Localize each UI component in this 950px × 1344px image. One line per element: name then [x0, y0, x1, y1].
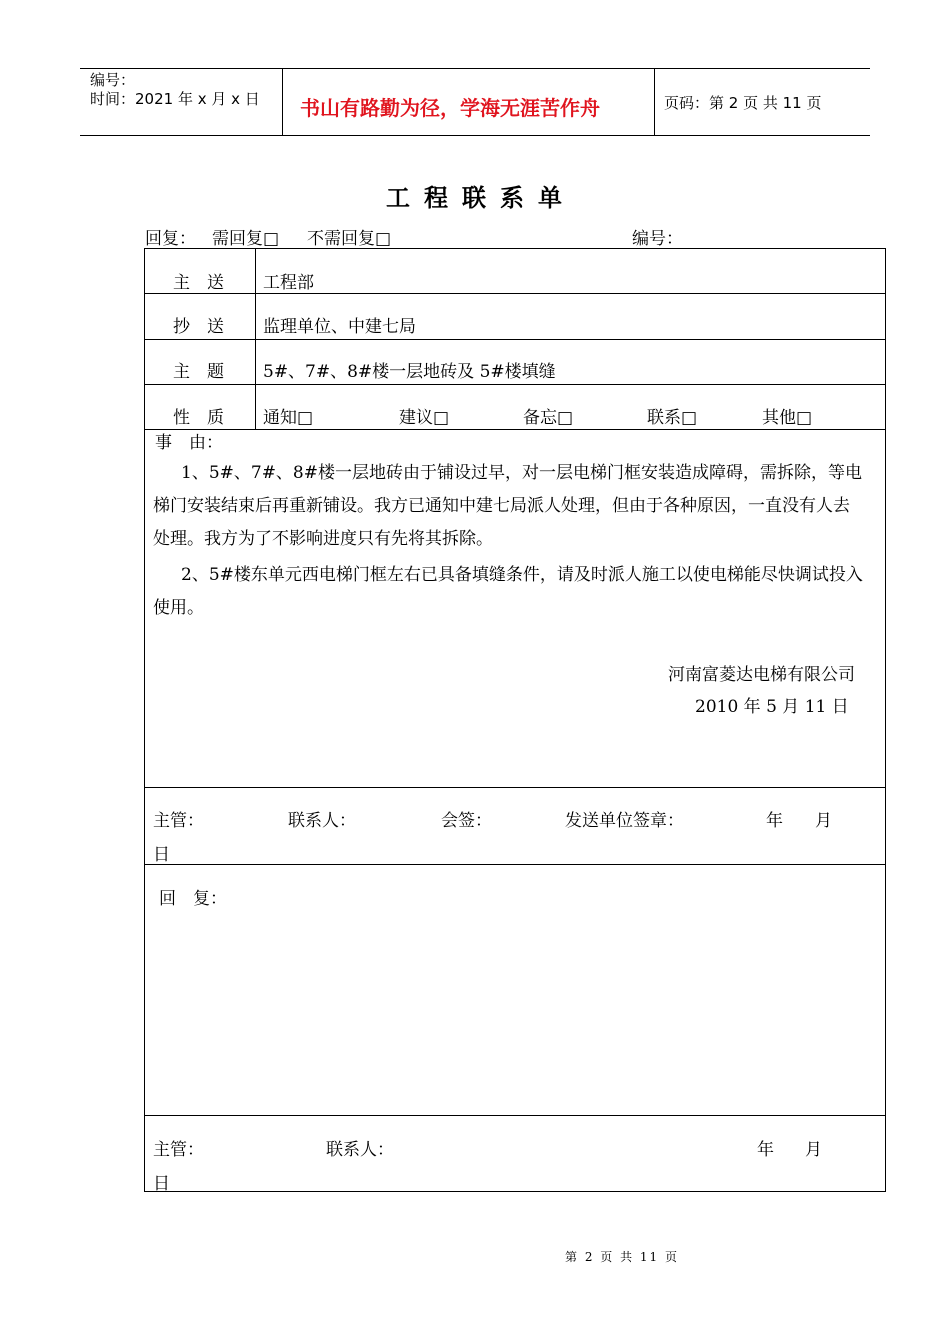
contact-form-table [144, 248, 886, 1192]
no-reply-checkbox[interactable]: 不需回复□ [307, 229, 392, 249]
issue-date: 2010 年 5 月 11 日 [695, 697, 849, 717]
sign1-seal-label: 发送单位签章： [565, 811, 684, 831]
sign2-contact-label: 联系人： [326, 1140, 394, 1160]
row-value-main-recipient: 工程部 [263, 273, 314, 293]
reply-number-label: 编号： [632, 229, 683, 249]
label-column-divider [255, 249, 256, 429]
nature-option-memo[interactable]: 备忘□ [523, 408, 574, 428]
matter-paragraph-1: 1、5#、7#、8#楼一层地砖由于铺设过早，对一层电梯门框安装造成障碍，需拆除，等电梯门安装结束后再重新铺设。我方已通知中建七局派人处理，但由于各种原因，一直没有人去处理。我方为了不影响进度只有先将其拆除。 [153, 463, 862, 549]
sign1-day-label: 日 [153, 845, 170, 865]
page-footer: 第 2 页 共 11 页 [565, 1250, 679, 1264]
nature-option-suggestion[interactable]: 建议□ [399, 408, 450, 428]
row-divider [145, 293, 885, 294]
header-number-label: 编号： [90, 71, 136, 89]
header-bottom-rule [80, 135, 870, 136]
sign1-supervisor-label: 主管： [153, 811, 204, 831]
sign2-month-label: 月 [805, 1140, 822, 1160]
header-divider-left [282, 68, 283, 135]
header-top-rule [80, 68, 870, 69]
row-label-main-recipient: 主 送 [173, 273, 224, 293]
sign2-year-label: 年 [757, 1140, 774, 1160]
nature-option-notice[interactable]: 通知□ [263, 408, 314, 428]
header-page-info: 页码：第 2 页 共 11 页 [664, 94, 822, 112]
issuing-company: 河南富菱达电梯有限公司 [668, 665, 855, 685]
nature-option-contact[interactable]: 联系□ [647, 408, 698, 428]
sign1-countersign-label: 会签： [441, 811, 492, 831]
sign1-contact-label: 联系人： [288, 811, 356, 831]
row-divider [145, 429, 885, 430]
row-divider [145, 864, 885, 865]
header-time-label: 时间：2021 年 x 月 x 日 [90, 90, 260, 108]
row-divider [145, 1115, 885, 1116]
row-divider [145, 787, 885, 788]
page-title: 工程联系单 [386, 183, 576, 212]
row-label-nature: 性 质 [173, 408, 224, 428]
sign2-day-label: 日 [153, 1174, 170, 1194]
header-divider-right [654, 68, 655, 135]
row-label-subject: 主 题 [173, 362, 224, 382]
row-divider [145, 339, 885, 340]
sign1-year-label: 年 [766, 811, 783, 831]
row-value-cc: 监理单位、中建七局 [263, 317, 416, 337]
row-label-cc: 抄 送 [173, 317, 224, 337]
sign1-month-label: 月 [815, 811, 832, 831]
reply-label: 回复： [145, 229, 196, 249]
matter-label: 事 由： [155, 433, 223, 453]
nature-option-other[interactable]: 其他□ [762, 408, 813, 428]
row-divider [145, 384, 885, 385]
matter-paragraph-2: 2、5#楼东单元西电梯门框左右已具备填缝条件，请及时派人施工以使电梯能尽快调试投入使用。 [153, 565, 863, 618]
header-slogan: 书山有路勤为径，学海无涯苦作舟 [300, 96, 600, 120]
row-value-subject: 5#、7#、8#楼一层地砖及 5#楼填缝 [263, 362, 556, 382]
reply-section-label: 回 复： [159, 889, 227, 909]
sign2-supervisor-label: 主管： [153, 1140, 204, 1160]
need-reply-checkbox[interactable]: 需回复□ [212, 229, 280, 249]
